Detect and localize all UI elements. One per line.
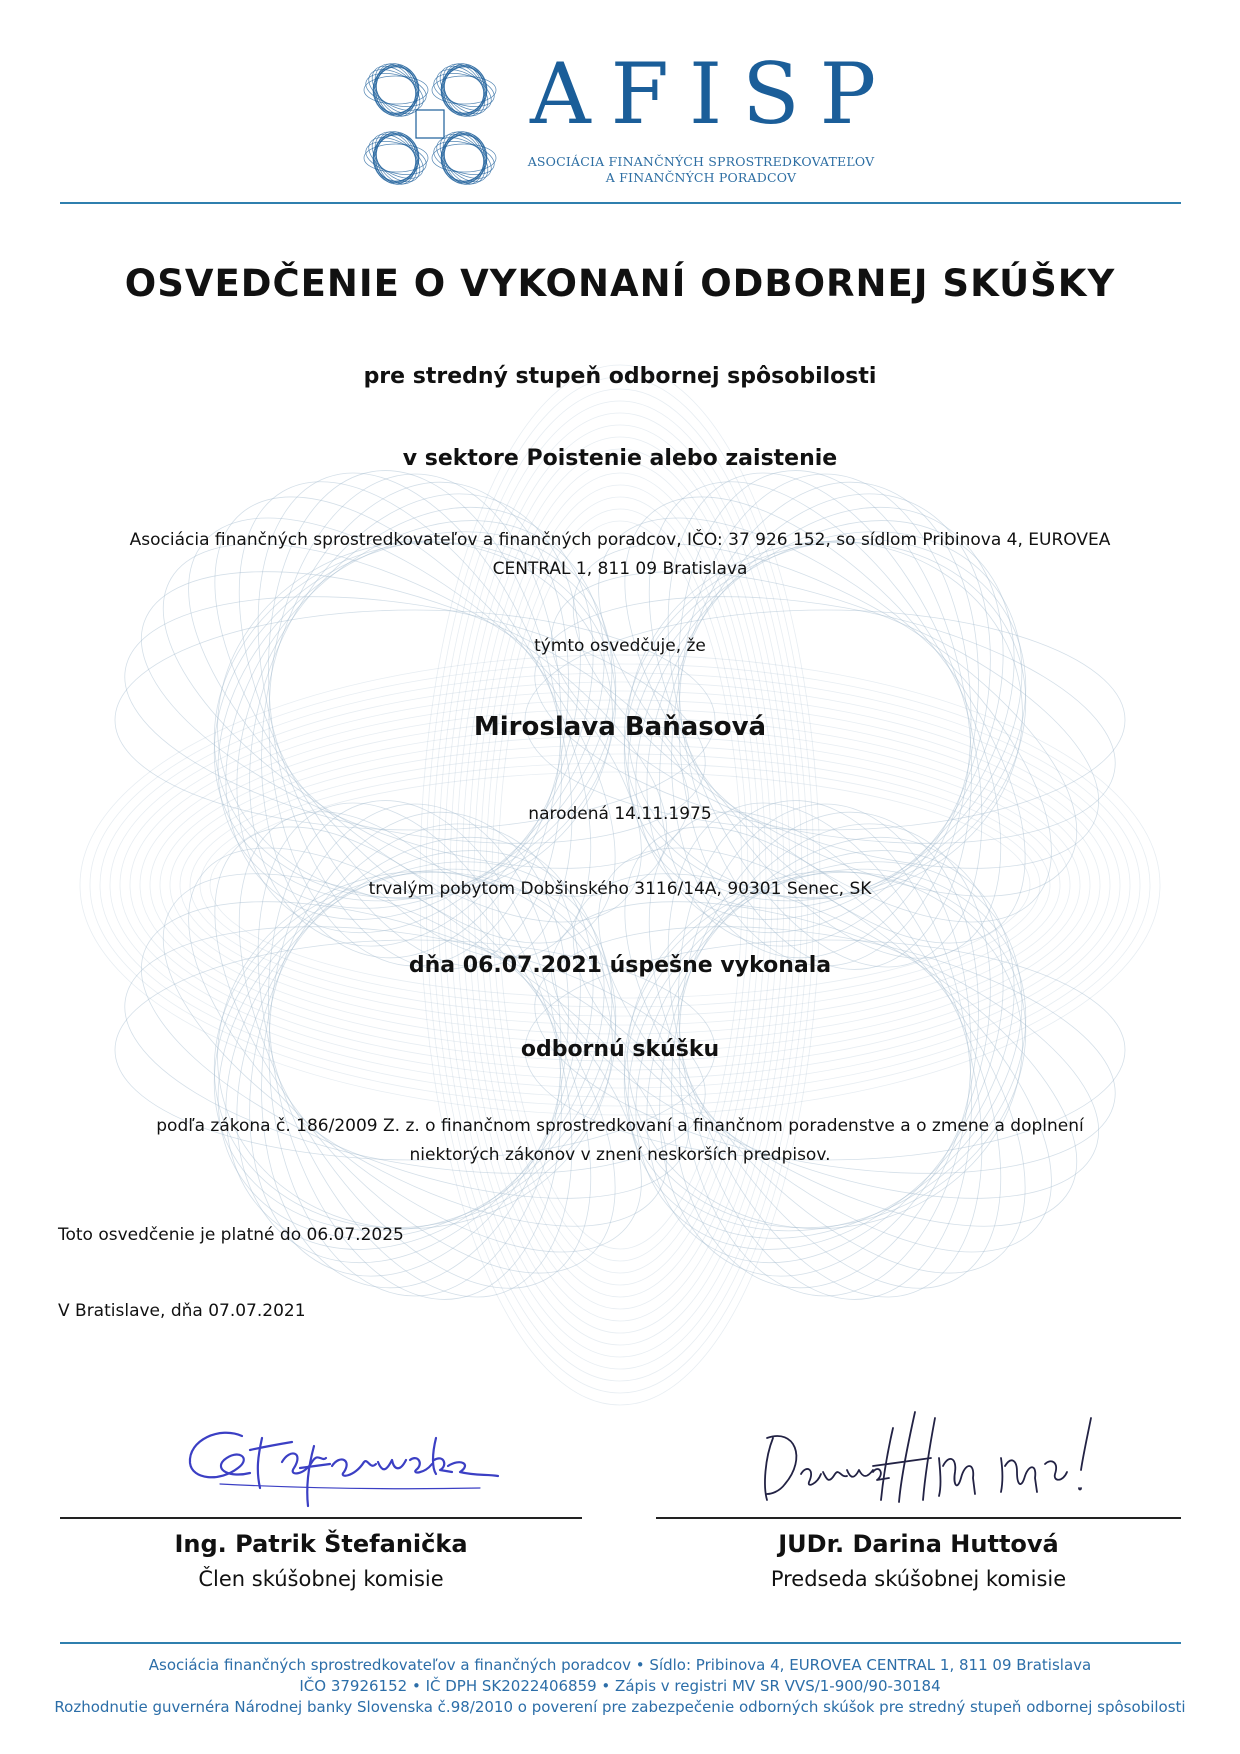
- validity-text: Toto osvedčenie je platné do 06.07.2025: [58, 1225, 404, 1245]
- law-line1: podľa zákona č. 186/2009 Z. z. o finančnom sprostredkovaní a finančnom poradenstve a o zmene a doplnení: [156, 1116, 1084, 1136]
- signature-right-image: [755, 1408, 1115, 1508]
- logo-subtitle-line2: A FINANČNÝCH PORADCOV: [605, 170, 797, 185]
- signature-left-image: [180, 1418, 500, 1508]
- footer-line3: Rozhodnutie guvernéra Národnej banky Slovenska č.98/2010 o poverení pre zabezpečenie odborných skúšok pre stredný stupeň odbornej spôsobilosti: [54, 1698, 1186, 1716]
- birth-date: narodená 14.11.1975: [528, 804, 712, 824]
- certifies-text: týmto osvedčuje, že: [534, 636, 706, 656]
- law-text: [0, 1112, 1240, 1170]
- residence: trvalým pobytom Dobšinského 3116/14A, 90301 Senec, SK: [368, 879, 872, 899]
- signatory-2-name: JUDr. Darina Huttová: [778, 1530, 1059, 1558]
- logo-subtitle: [526, 154, 876, 186]
- competence-level: pre stredný stupeň odbornej spôsobilosti: [363, 364, 877, 389]
- signature-line-right: [656, 1517, 1181, 1519]
- logo-wordmark: AFISP: [530, 45, 897, 143]
- holder-name: Miroslava Baňasová: [473, 712, 767, 742]
- issuer-line2: CENTRAL 1, 811 09 Bratislava: [492, 559, 748, 579]
- logo-subtitle-line1: ASOCIÁCIA FINANČNÝCH SPROSTREDKOVATEĽOV: [527, 154, 875, 169]
- signatory-2-role: Predseda skúšobnej komisie: [770, 1567, 1067, 1591]
- law-line2: niektorých zákonov v znení neskorších predpisov.: [409, 1145, 831, 1165]
- footer: [0, 1655, 1240, 1718]
- afisp-emblem-logo: [360, 56, 500, 192]
- footer-line1: Asociácia finančných sprostredkovateľov a finančných poradcov • Sídlo: Pribinova 4, EUROVEA CENTRAL 1, 811 09 Bratislava: [148, 1656, 1092, 1674]
- certificate-title: OSVEDČENIE O VYKONANÍ ODBORNEJ SKÚŠKY: [124, 262, 1116, 305]
- signatory-1-name: Ing. Patrik Štefanička: [174, 1530, 468, 1558]
- sector: v sektore Poistenie alebo zaistenie: [402, 446, 838, 471]
- exam-date-line: dňa 06.07.2021 úspešne vykonala: [408, 953, 832, 978]
- place-date: V Bratislave, dňa 07.07.2021: [58, 1301, 306, 1321]
- signatory-1-role: Člen skúšobnej komisie: [198, 1567, 444, 1591]
- header-divider: [60, 202, 1181, 204]
- issuer-text: [0, 526, 1240, 584]
- exam-type: odbornú skúšku: [520, 1037, 720, 1062]
- signature-line-left: [60, 1517, 582, 1519]
- footer-line2: IČO 37926152 • IČ DPH SK2022406859 • Zápis v registri MV SR VVS/1-900/90-30184: [299, 1677, 941, 1695]
- issuer-line1: Asociácia finančných sprostredkovateľov a finančných poradcov, IČO: 37 926 152, so sídlom Pribinova 4, EUROVEA: [129, 530, 1111, 550]
- footer-divider: [60, 1642, 1181, 1644]
